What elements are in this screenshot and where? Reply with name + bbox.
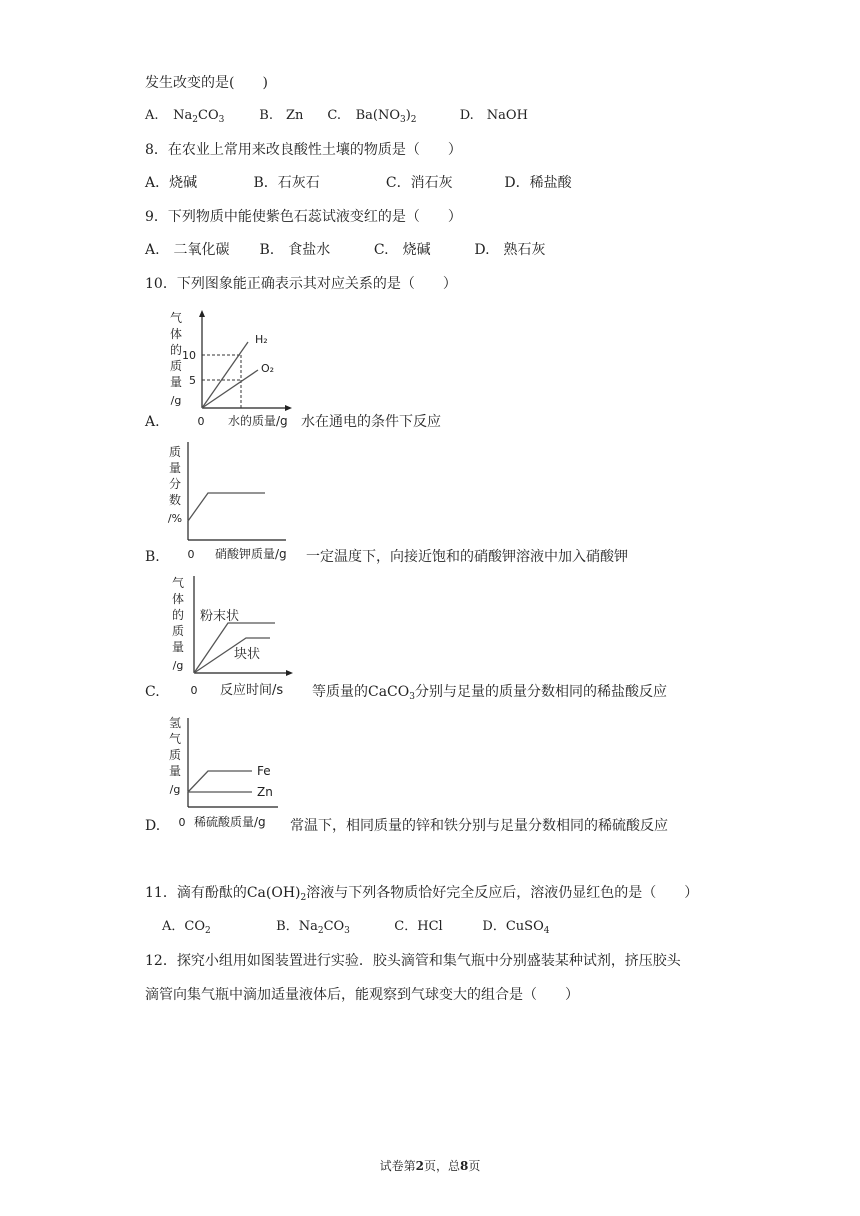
q8-stem: 8．在农业上常用来改良酸性土壤的物质是（ ） <box>145 142 462 158</box>
footer-page-number: 2 <box>415 1159 424 1173</box>
q10-a-x-arrow <box>285 405 292 411</box>
q10-option-b-letter: B. <box>145 549 160 565</box>
q7-option-b: B. Zn <box>259 108 304 123</box>
q10-d-xlabel: 稀硫酸质量/g <box>194 815 266 829</box>
q9-option-d: D. 熟石灰 <box>474 242 546 258</box>
q10-a-ylabel-char: 体 <box>169 327 183 341</box>
q10-a-ylabel-char: /g <box>170 394 182 407</box>
q10-b-line <box>188 493 265 521</box>
q10-b-ylabel-char: 分 <box>168 477 182 491</box>
q7-stem-tail: 发生改变的是( ) <box>145 75 268 91</box>
q10-a-y-arrow <box>199 310 205 317</box>
q10-d-ylabel-char: 质 <box>168 748 182 762</box>
q11-stem: 11．滴有酚酞的$Ca(OH)_2$溶液与下列各物质恰好完全反应后，溶液仍显红色的是（ ） <box>145 885 699 903</box>
q7-option-c-label: C. <box>327 108 342 123</box>
q10-a-ylabel-char: 气 <box>169 311 183 325</box>
q10-option-c-caption: 等质量的CaCO$_3$分别与足量的质量分数相同的稀盐酸反应 <box>312 684 667 702</box>
q10-d-series-fe: Fe <box>257 764 271 778</box>
q12-stem-line1: 12．探究小组用如图装置进行实验．胶头滴管和集气瓶中分别盛装某种试剂，挤压胶头 <box>145 953 681 969</box>
q9-option-b: B. 食盐水 <box>259 242 331 258</box>
footer-page-total: 8 <box>460 1159 469 1173</box>
q7-option-d: D. NaOH <box>459 108 528 123</box>
q10-c-ylabel-char: 的 <box>171 608 185 622</box>
q10-option-c-letter: C. <box>145 684 160 700</box>
q10-a-tick-5: 5 <box>189 374 196 387</box>
q10-a-ylabel-char: 的 <box>169 343 183 357</box>
q11-option-c: C．HCl <box>394 919 443 934</box>
q10-c-ylabel-char: 量 <box>171 640 185 654</box>
q10-d-origin: 0 <box>178 816 186 829</box>
q11-option-d: D．CuSO$_4$ <box>482 919 550 936</box>
q10-option-b-caption: 一定温度下，向接近饱和的硝酸钾溶液中加入硝酸钾 <box>306 549 628 565</box>
q10-b-ylabel-char: 质 <box>168 445 182 459</box>
q10-b-xlabel: 硝酸钾质量/g <box>215 547 287 561</box>
q10-option-d-letter: D. <box>145 818 161 834</box>
q10-a-series-h2: H₂ <box>255 333 268 346</box>
q10-a-ylabel <box>170 310 182 407</box>
q10-b-origin: 0 <box>187 548 195 561</box>
q8-option-c: C．消石灰 <box>385 175 453 191</box>
q10-d-series-zn: Zn <box>257 785 273 799</box>
q10-d-ylabel-char: 气 <box>168 732 182 746</box>
q10-c-x-arrow <box>286 670 293 676</box>
q10-c-ylabel-char: 气 <box>171 576 185 590</box>
q10-a-tick-10: 10 <box>182 349 196 362</box>
q10-c-origin: 0 <box>190 684 198 697</box>
q10-a-origin: 0 <box>197 415 205 428</box>
q10-option-a-letter: A. <box>145 414 160 430</box>
q10-d-ylabel <box>169 716 181 796</box>
q10-d-ylabel-char: 氢 <box>168 716 182 730</box>
q12-stem-line2: 滴管向集气瓶中滴加适量液体后，能观察到气球变大的组合是（ ） <box>145 987 579 1003</box>
q10-b-ylabel-char: 量 <box>168 461 182 475</box>
q8-option-a: A．烧碱 <box>145 175 198 191</box>
q9-option-a: A. 二氧化碳 <box>145 242 230 258</box>
q7-options <box>145 106 528 130</box>
q9-options <box>145 240 546 260</box>
q10-option-c-graph <box>158 572 303 702</box>
q10-d-line-fe <box>188 771 252 792</box>
q10-a-line-o2 <box>202 370 258 408</box>
q8-option-d: D．稀盐酸 <box>504 175 572 191</box>
q9-stem: 9．下列物质中能使紫色石蕊试液变红的是（ ） <box>145 209 462 225</box>
q11-options <box>162 917 549 941</box>
q10-option-d-caption: 常温下，相同质量的锌和铁分别与足量分数相同的稀硫酸反应 <box>290 818 668 834</box>
q10-c-ylabel <box>172 575 184 672</box>
q10-d-ylabel-char: /g <box>169 783 181 796</box>
page-footer: 试卷第2页，总8页 <box>379 1159 481 1173</box>
q11-option-b: B．$Na_2CO_3$ <box>276 919 350 936</box>
q10-option-a-graph <box>158 304 303 432</box>
q10-c-ylabel-char: 体 <box>171 592 185 606</box>
q7-option-a: $Na_2CO_3$ <box>173 108 225 125</box>
q10-stem: 10．下列图象能正确表示其对应关系的是（ ） <box>145 276 457 292</box>
q8-options <box>145 173 572 193</box>
q10-a-ylabel-char: 质 <box>169 359 183 373</box>
q10-c-series-lump: 块状 <box>234 647 261 662</box>
q11-option-a: A．$CO_2$ <box>162 919 211 936</box>
q10-d-ylabel-char: 量 <box>168 764 182 778</box>
q10-c-ylabel-char: /g <box>172 659 184 672</box>
q10-a-series-o2: O₂ <box>261 362 275 375</box>
q10-a-ylabel-char: 量 <box>169 375 183 389</box>
q10-b-ylabel-char: /% <box>167 512 183 525</box>
q10-option-d-graph <box>158 710 303 838</box>
q10-c-xlabel: 反应时间/s <box>220 683 284 698</box>
q10-b-ylabel <box>168 444 182 525</box>
q10-option-b-graph <box>158 436 303 566</box>
q7-option-a-label: A. <box>145 108 159 123</box>
q7-option-c: $Ba(NO_3)_2$ <box>355 108 417 125</box>
q10-b-ylabel-char: 数 <box>168 493 182 507</box>
q10-option-a-caption: 水在通电的条件下反应 <box>301 414 441 430</box>
q10-a-xlabel: 水的质量/g <box>228 414 288 428</box>
q9-option-c: C. 烧碱 <box>373 242 431 258</box>
q10-c-series-powder: 粉末状 <box>200 609 240 624</box>
q8-option-b: B．石灰石 <box>253 175 320 191</box>
q10-c-ylabel-char: 质 <box>171 624 185 638</box>
